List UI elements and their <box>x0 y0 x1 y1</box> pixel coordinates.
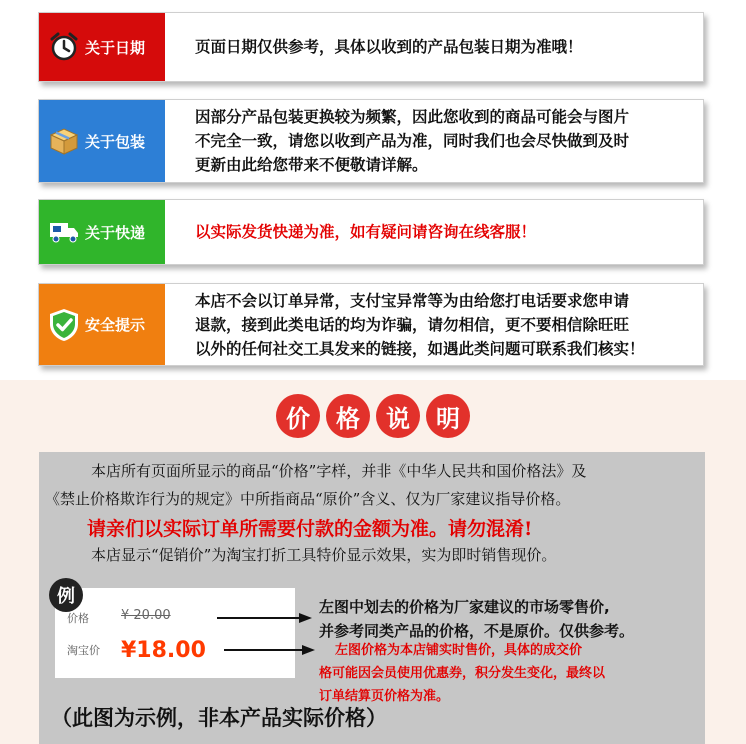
package-box-icon <box>47 124 81 158</box>
tag-delivery <box>39 200 165 264</box>
arrow-to-explanation-1 <box>217 612 313 624</box>
note-red: 请亲们以实际订单所需要付款的金额为准。请勿混淆! <box>87 518 533 540</box>
notice-line: 以外的任何社交工具发来的链接，如遇此类问题可联系我们核实！ <box>195 339 645 358</box>
explanation-line-2: 并参考同类产品的价格，不是原价。仅供参考。 <box>319 622 635 640</box>
explanation-red-2: 格可能因会员使用优惠券，积分发生变化，最终以 <box>319 666 606 681</box>
note-line-3: 本店显示“促销价”为淘宝打折工具特价显示效果，实为即时销售现价。 <box>91 546 557 564</box>
title-char: 价 <box>276 394 320 438</box>
notice-line: 因部分产品包装更换较为频繁，因此您收到的商品可能会与图片 <box>195 108 630 126</box>
price-label: 价格 <box>67 612 89 625</box>
notice-text <box>195 284 693 365</box>
notice-line: 不完全一致，请您以收到产品为准，同时我们也会尽快做到及时 <box>195 132 630 150</box>
price-explanation-title <box>0 394 746 442</box>
tag-label: 关于快递 <box>85 223 146 242</box>
note-line-2: 《禁止价格欺诈行为的规定》中所指商品“原价”含义、仅为厂家建议指导价格。 <box>45 490 571 508</box>
tag-label: 关于日期 <box>85 38 146 57</box>
notice-row-date <box>38 12 704 82</box>
current-price: ¥18.00 <box>121 638 206 663</box>
alarm-clock-icon <box>47 30 81 64</box>
notice-line: 页面日期仅供参考，具体以收到的产品包装日期为准哦！ <box>195 38 583 56</box>
notice-line: 本店不会以订单异常，支付宝异常等为由给您打电话要求您申请 <box>195 291 630 310</box>
tag-packaging <box>39 100 165 182</box>
delivery-truck-icon <box>47 215 81 249</box>
example-disclaimer: （此图为示例，非本产品实际价格） <box>51 706 387 730</box>
explanation-line-1: 左图中划去的价格为厂家建议的市场零售价, <box>319 598 610 616</box>
notice-text <box>195 13 693 81</box>
tag-date <box>39 13 165 81</box>
title-char: 说 <box>376 394 420 438</box>
notice-line: 以实际发货快递为准，如有疑问请咨询在线客服！ <box>195 223 537 241</box>
notice-text <box>195 200 693 264</box>
notice-text <box>195 100 693 182</box>
notice-row-delivery <box>38 199 704 265</box>
tag-safety <box>39 284 165 365</box>
explanation-red-1: 左图价格为本店铺实时售价，具体的成交价 <box>335 643 583 658</box>
arrow-to-explanation-2 <box>224 644 316 656</box>
explanation-red-3: 订单结算页价格为准。 <box>319 689 450 704</box>
price-note-panel <box>39 452 705 744</box>
shield-check-icon <box>47 308 81 342</box>
notice-line: 更新由此给您带来不便敬请详解。 <box>195 156 428 174</box>
tag-label: 安全提示 <box>85 316 146 334</box>
original-price: ¥ 20.00 <box>121 608 171 623</box>
example-badge: 例 <box>49 578 83 612</box>
notice-line: 退款，接到此类电话的均为诈骗，请勿相信，更不要相信除旺旺 <box>195 315 630 334</box>
tag-label: 关于包装 <box>85 132 146 151</box>
title-char: 明 <box>426 394 470 438</box>
note-line-1: 本店所有页面所显示的商品“价格”字样，并非《中华人民共和国价格法》及 <box>91 462 587 480</box>
title-char: 格 <box>326 394 370 438</box>
notice-row-packaging <box>38 99 704 183</box>
taobao-price-label: 淘宝价 <box>67 644 100 657</box>
notice-row-safety <box>38 283 704 366</box>
price-example-box <box>55 588 295 678</box>
